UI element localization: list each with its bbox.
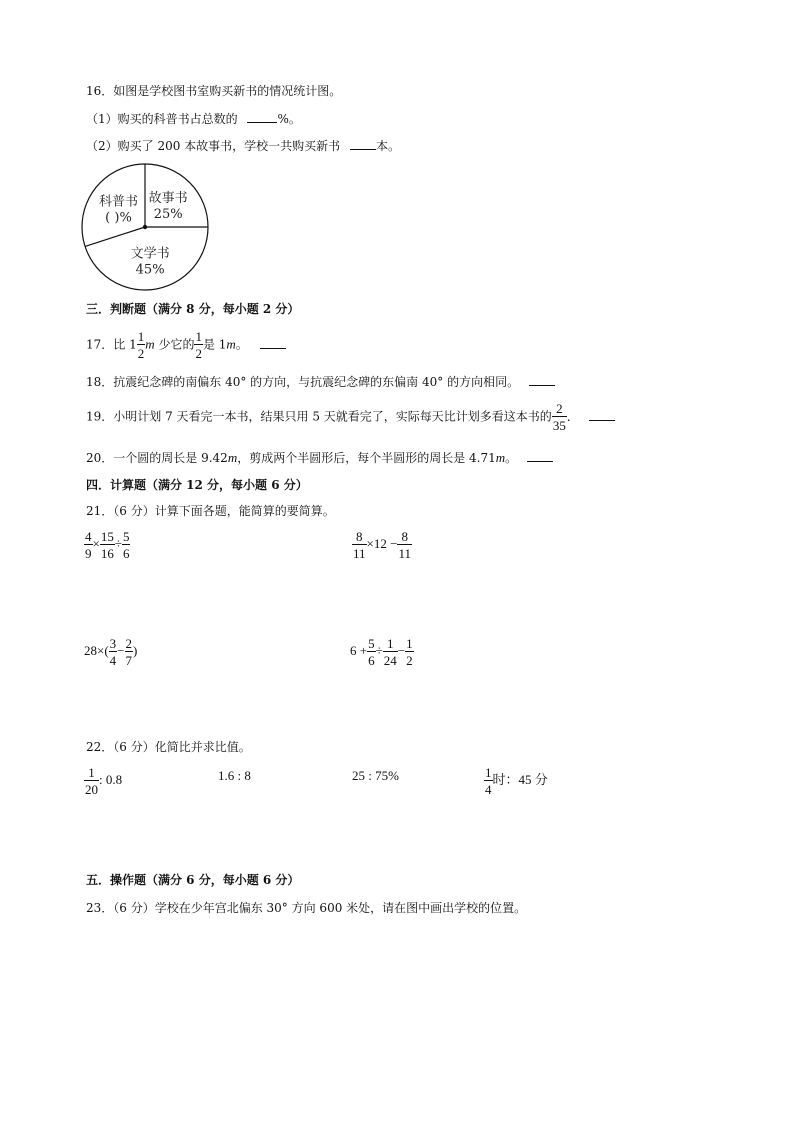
pie-slice-label: 25% [153, 206, 183, 222]
pie-slice-name: 科普书 [98, 194, 139, 210]
unit-m: m [227, 450, 238, 465]
fraction-denominator: 4 [109, 653, 117, 668]
ratio-rest: 时：45 分 [492, 771, 548, 787]
answer-blank[interactable] [247, 112, 277, 123]
fraction-denominator: 6 [368, 653, 375, 668]
section-5-title: 五．操作题（满分 6 分，每小题 6 分） [86, 873, 300, 887]
q20-end: 。 [505, 451, 518, 465]
q17-fraction [194, 330, 203, 360]
unit-m: m [495, 450, 506, 465]
q22-ratio-1 [84, 766, 122, 796]
fraction-denominator: 24 [383, 653, 397, 668]
q16-part2-suffix: 本。 [376, 139, 401, 153]
operator: − [397, 642, 406, 658]
fraction-denominator: 11 [398, 546, 411, 561]
operator: ÷ [114, 535, 122, 551]
operator: ÷ [375, 642, 383, 658]
fraction-denominator: 35 [552, 418, 566, 433]
q19 [86, 402, 615, 432]
fraction-denominator: 4 [485, 782, 492, 797]
q16-part1-prefix: （1）购买的科普书占总数的 [86, 112, 238, 126]
pie-slice-label: 45% [135, 262, 165, 278]
fraction-denominator: 6 [122, 546, 130, 561]
fraction-denominator: 16 [100, 546, 114, 561]
q20 [86, 449, 553, 466]
q21-expr-3 [84, 637, 137, 667]
q16-part1 [86, 110, 301, 127]
section-3-title: 三．判断题（满分 8 分，每小题 2 分） [86, 302, 300, 316]
q19-end: ． [566, 409, 579, 424]
fraction-numerator: 15 [100, 529, 114, 544]
q17-mixed-fraction [137, 330, 146, 360]
q17-prefix: 17．比 1 [86, 337, 137, 352]
operator: 28×( [84, 642, 109, 658]
fraction-numerator: 1 [137, 329, 145, 344]
fraction-numerator: 5 [122, 529, 130, 544]
answer-blank[interactable] [527, 451, 553, 462]
unit-m: m [226, 336, 236, 352]
answer-blank[interactable] [260, 338, 286, 349]
pie-chart [78, 160, 212, 294]
fraction-numerator: 5 [368, 636, 375, 651]
operator: ) [133, 642, 138, 658]
q17-middle: 少它的 [158, 337, 195, 352]
fraction-denominator: 11 [353, 546, 366, 561]
fraction-denominator: 9 [85, 546, 92, 561]
fraction-numerator: 1 [84, 766, 99, 781]
fraction-numerator: 1 [195, 329, 202, 344]
q16-part1-suffix: %。 [277, 112, 301, 126]
answer-blank[interactable] [589, 410, 615, 421]
q18 [86, 373, 555, 390]
fraction-numerator: 1 [485, 765, 492, 780]
fraction-denominator: 2 [137, 346, 145, 361]
q19-fraction [552, 402, 567, 432]
operator: 6 + [350, 642, 368, 658]
operator: − [117, 642, 125, 658]
q17 [86, 330, 286, 360]
fraction-numerator: 1 [406, 636, 413, 651]
fraction-numerator: 2 [552, 402, 567, 417]
fraction-denominator: 2 [195, 346, 202, 361]
unit-m: m [145, 336, 155, 352]
q20-middle: ，剪成两个半圆形后，每个半圆形的周长是 4.71 [237, 451, 496, 465]
answer-blank[interactable] [529, 375, 555, 386]
q21-expr-1 [84, 530, 130, 560]
operator: × [92, 535, 100, 551]
fraction-numerator: 1 [383, 637, 398, 652]
pie-slice-label: ( )% [105, 210, 132, 226]
q22-ratio-4 [484, 766, 548, 796]
q19-text: 19．小明计划 7 天看完一本书，结果只用 5 天就看完了，实际每天比计划多看这本书的 [86, 409, 552, 424]
q17-end: 。 [235, 337, 248, 352]
q21-expr-2 [352, 530, 412, 560]
q16-part2-prefix: （2）购买了 200 本故事书，学校一共购买新书 [86, 139, 341, 153]
fraction-numerator: 3 [109, 636, 117, 651]
q16-stem: 16．如图是学校图书室购买新书的情况统计图。 [86, 84, 342, 98]
pie-slice-name: 故事书 [148, 190, 188, 206]
q20-text: 20．一个圆的周长是 9.42 [86, 451, 228, 465]
fraction-numerator: 8 [397, 530, 412, 545]
fraction-numerator: 8 [352, 530, 367, 545]
q22-stem: 22．（6 分）化简比并求比值。 [86, 740, 251, 754]
section-4-title: 四．计算题（满分 12 分，每小题 6 分） [86, 478, 308, 492]
ratio-rest: : 0.8 [99, 771, 123, 787]
answer-blank[interactable] [350, 139, 376, 150]
operator: ×12 − [366, 535, 398, 551]
q16-part2 [86, 137, 400, 154]
q22-ratio-3: 25 : 75% [352, 768, 399, 783]
q17-suffix: 是 1 [202, 337, 227, 352]
pie-center-dot [143, 225, 147, 229]
q21-expr-4 [350, 637, 414, 667]
q22-ratio-2: 1.6 : 8 [218, 768, 251, 783]
fraction-numerator: 2 [125, 636, 133, 651]
fraction-denominator: 7 [125, 653, 133, 668]
fraction-denominator: 20 [85, 782, 98, 797]
q18-text: 18．抗震纪念碑的南偏东 40° 的方向，与抗震纪念碑的东偏南 40° 的方向相同。 [86, 375, 520, 389]
pie-slice-name: 文学书 [130, 246, 170, 262]
q23: 23．（6 分）学校在少年宫北偏东 30° 方向 600 米处，请在图中画出学校的位置。 [86, 901, 527, 915]
q21-stem: 21．（6 分）计算下面各题，能简算的要简算。 [86, 504, 335, 518]
fraction-numerator: 4 [85, 529, 92, 544]
fraction-denominator: 2 [406, 653, 413, 668]
